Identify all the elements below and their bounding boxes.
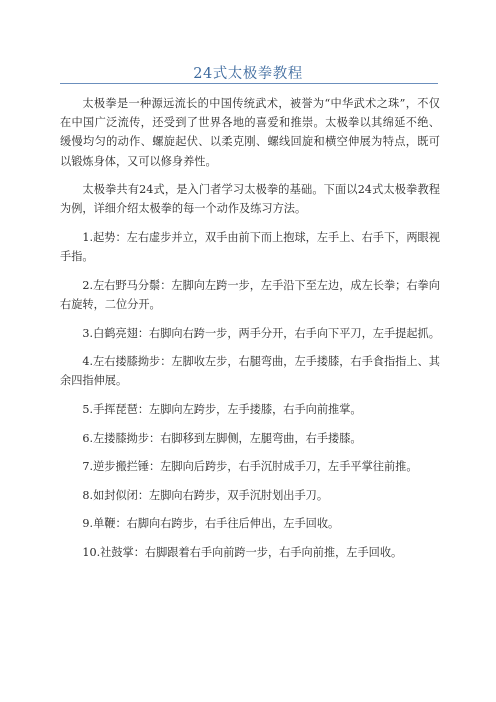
- step-item-5: 5.手挥琵琶：左脚向左跨步，左手搂膝，右手向前推掌。: [82, 402, 362, 416]
- page-title: 24式太极拳教程: [193, 66, 303, 82]
- step-item-1: 1.起势：左右虚步并立，双手由前下而上抱球，左手上、右手下，两眼视手指。: [60, 231, 440, 264]
- title-divider: [60, 83, 438, 84]
- step-item-4: 4.左右搂膝拗步：左脚收左步，右腿弯曲，左手搂膝，右手食指指上、其余四指伸展。: [60, 355, 440, 388]
- intro-paragraph: 太极拳是一种源远流长的中国传统武术，被誉为“中华武术之珠”，不仅在中国广泛流传，还受到了世界各地的喜爱和推崇。太极拳以其绵延不绝、缓慢均匀的动作、螺旋起伏、以柔克刚、螺线回旋和横空伸展为特点，既可以锻炼身体，又可以修身养性。: [60, 97, 440, 168]
- document-body: [60, 94, 440, 572]
- step-item-8: 8.如封似闭：左脚向右跨步，双手沉肘划出手刀。: [82, 488, 329, 502]
- step-item-6: 6.左搂膝拗步：右脚移到左脚侧，左腿弯曲，右手搂膝。: [82, 431, 362, 445]
- step-item-9: 9.单鞭：右脚向右跨步，右手往后伸出，左手回收。: [82, 517, 340, 531]
- step-item-7: 7.逆步搬拦锤：左脚向后跨步，右手沉肘成手刀，左手平掌往前推。: [82, 460, 418, 474]
- step-item-10: 10.社鼓掌：右脚跟着右手向前跨一步，右手向前推，左手回收。: [82, 545, 403, 559]
- step-item-3: 3.白鹤亮翅：右脚向右跨一步，两手分开，右手向下平刀，左手提起抓。: [82, 326, 440, 340]
- step-item-2: 2.左右野马分鬃：左脚向左跨一步，左手沿下至左边，成左长拳；右拳向右旋转，二位分开。: [60, 278, 440, 311]
- overview-paragraph: 太极拳共有24式，是入门者学习太极拳的基础。下面以24式太极拳教程为例，详细介绍太极拳的每一个动作及练习方法。: [60, 183, 440, 216]
